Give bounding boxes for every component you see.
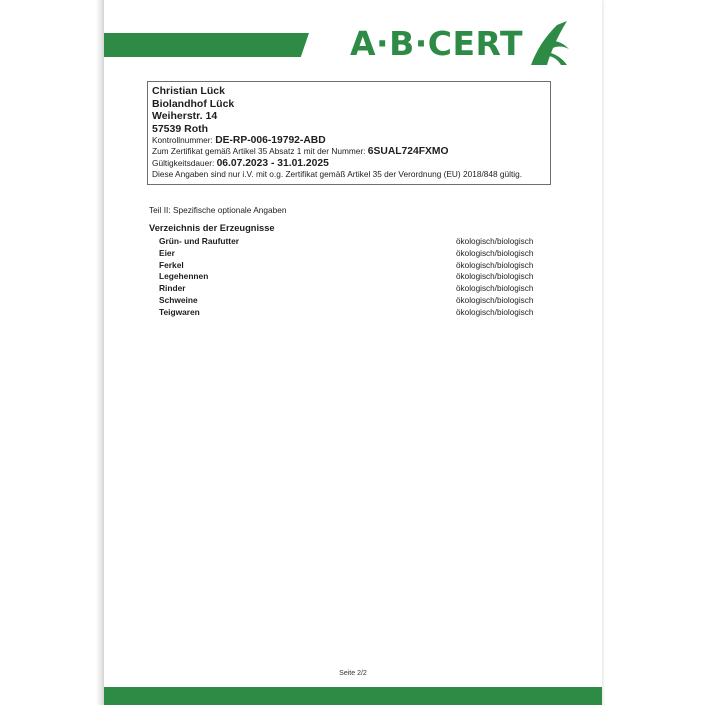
certificate-info-box [147,81,551,185]
holder-city: 57539 Roth [152,122,209,135]
product-name: Eier [159,247,175,258]
page-number: Seite 2/2 [339,670,367,677]
product-name: Ferkel [159,259,184,270]
product-name: Schweine [159,294,198,305]
holder-name: Christian Lück [152,85,225,97]
page-shadow [96,0,104,705]
certificate-page [104,0,602,705]
leaf-mark-icon [527,19,571,67]
footer-green-band [104,687,602,705]
reference-number: 6SUAL724FXMO [367,146,449,158]
validity-label: Gültigkeitsdauer: [152,157,215,168]
list-item [159,248,544,260]
product-status: ökologisch/biologisch [456,272,534,282]
product-name: Grün- und Raufutter [159,236,240,246]
product-status: ökologisch/biologisch [456,260,534,270]
control-number-value: DE-RP-006-19792-ABD [215,135,326,146]
product-status: ökologisch/biologisch [456,237,534,246]
list-item [159,236,544,248]
control-number-line [152,135,546,146]
holder-farm: Biolandhof Lück [152,97,235,110]
validity-line [152,158,546,169]
list-item [159,307,544,319]
logo-text: A·B·CERT [350,23,523,63]
abcert-logo [350,20,571,66]
control-number-label: Kontrollnummer: [152,135,213,145]
list-item [159,295,544,307]
reference-label: Zum Zertifikat gemäß Artikel 35 Absatz 1 mit der Nummer: [152,146,366,157]
products-title: Verzeichnis der Erzeugnisse [149,223,275,233]
product-status: ökologisch/biologisch [456,248,534,258]
product-status: ökologisch/biologisch [456,295,534,305]
products-list [159,236,544,319]
list-item [159,260,544,272]
product-name: Legehennen [159,271,209,282]
holder-street: Weiherstr. 14 [152,110,218,122]
validity-note: Diese Angaben sind nur i.V. mit o.g. Zertifikat gemäß Artikel 35 der Verordnung (EU) 2018/848 gültig. [152,168,523,179]
section-label: Teil II: Spezifische optionale Angaben [149,205,287,215]
product-status: ökologisch/biologisch [456,284,534,294]
product-name: Teigwaren [159,306,200,317]
list-item [159,283,544,295]
product-name: Rinder [159,283,186,294]
reference-line [152,146,546,157]
list-item [159,271,544,283]
header-green-band [104,33,309,57]
validity-value: 06.07.2023 - 31.01.2025 [216,157,329,169]
product-status: ökologisch/biologisch [456,307,534,317]
